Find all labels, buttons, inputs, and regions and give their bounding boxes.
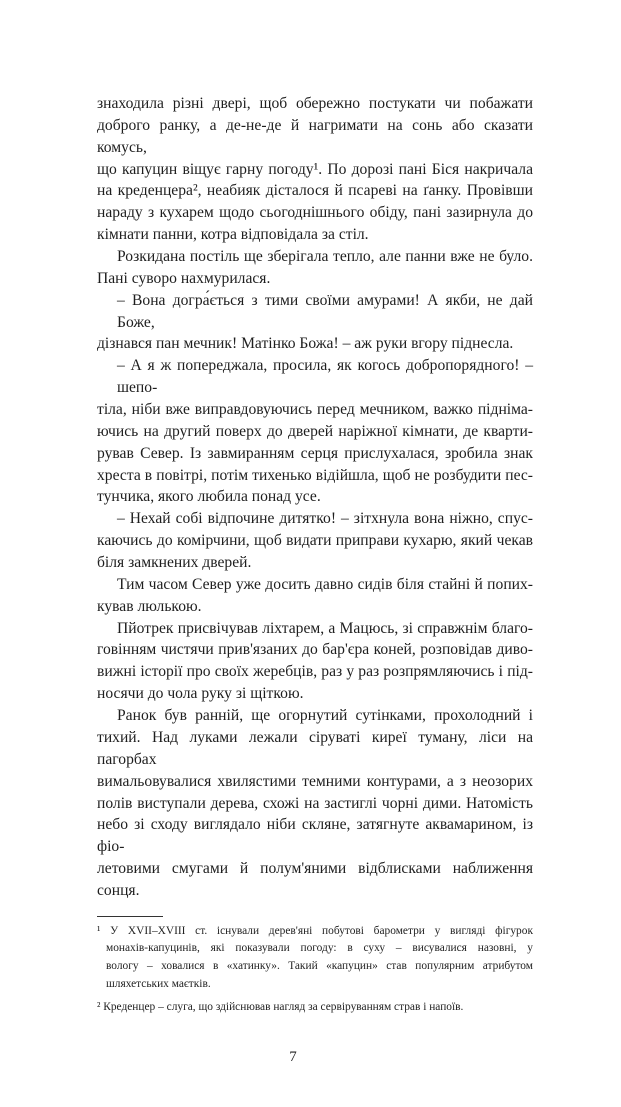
text-line: біля замкнених дверей. [97,554,252,572]
paragraph [97,508,533,574]
text-line: що капуцин віщує гарну погоду¹. По дорозі пані Біся накричала [97,160,533,178]
text-line: кував люлькою. [97,597,202,615]
text-line: дізнався пан мечник! Матінко Божа! – аж руки вгору піднесла. [97,335,514,353]
paragraph [97,705,533,902]
text-line: тіла, ніби вже виправдовуючись перед мечником, важко підніма- [97,401,533,419]
text-line: на креденцера², неабияк дісталося й псареві на ґанку. Провівши [97,182,533,200]
text-line: говінням чистячи прив'язаних до бар'єра коней, розповідав диво- [97,641,533,659]
text-line: кімнати панни, котра відповідала за стіл. [97,226,369,244]
text-line: вологу – ховалися в «хатинку». Такий «капуцин» став популярним атрибутом [106,959,533,972]
text-line: носячи до чола руку зі щіткою. [97,685,304,703]
paragraph [97,290,533,356]
paragraph [97,574,533,618]
text-line: – А я ж попереджала, просила, як когось добропорядного! – шепо- [117,357,533,397]
text-line: монахів-капуцинів, які показували погоду: в суху – висувалися назовні, у [106,942,533,955]
text-line: летовими смугами й полум'яними відблисками наближення сонця. [97,860,533,899]
text-line: Пйотрек присвічував ліхтарем, а Мацюсь, зі справжнім благо- [117,619,533,637]
text-line: шляхетських маєтків. [106,977,211,990]
footnotes [97,923,533,1017]
text-line: ючись на другий поверх до дверей наріжної кімнати, де кварти- [97,422,533,440]
footnote-divider [97,916,163,917]
page-number: 7 [289,1048,297,1065]
text-line: – Вона догра́ється з тими своїми амурами! А якби, не дай Боже, [117,291,533,331]
footnote [97,923,533,993]
text-line: Тим часом Север уже досить давно сидів біля стайні й попих- [117,575,533,593]
text-line: хреста в повітрі, потім тихенько відійшла, щоб не розбудити пес- [97,466,533,484]
text-line: каючись до комірчини, щоб видати приправи кухарю, який чекав [97,532,533,550]
paragraph [97,355,533,508]
paragraph [97,246,533,290]
text-line: полів виступали дерева, схожі на застиглі чорні дими. Натомість [97,794,533,812]
text-line: нараду з кухарем щодо сьогоднішнього обіду, пані зазирнула до [97,204,533,222]
text-line: – Нехай собі відпочине дитятко! – зітхнула вона ніжно, спус- [117,510,533,528]
paragraph [97,618,533,705]
text-line: знаходила різні двері, щоб обережно постукати чи побажати [97,95,533,112]
text-line: доброго ранку, а де-не-де й нагримати на сонь або сказати комусь, [97,116,533,156]
body-text [97,93,533,902]
text-line: небо зі сходу виглядало ніби скляне, затягнуте аквамарином, із фіо- [97,816,533,856]
paragraph [97,93,533,246]
text-line: вимальовувалися хвилястими темними контурами, а з неозорих [97,772,533,790]
text-line: Розкидана постіль ще зберігала тепло, але панни вже не було. [117,248,533,266]
text-line: вижні історії про своїх жеребців, раз у раз розпрямляючись і під- [97,663,533,681]
text-line: тихий. Над луками лежали сіруваті киреї туману, ліси на пагорбах [97,728,533,768]
text-line: Пані суворо нахмурилася. [97,269,271,287]
text-line: тунчика, якого любила понад усе. [97,488,321,506]
text-line: Ранок був ранній, ще огорнутий сутінками, прохолодний і [117,707,533,725]
text-line: рував Север. Із завмиранням серця прислухалася, зробила знак [97,444,533,462]
text-line: ¹ У XVII–XVIII ст. існували дерев'яні побутові барометри у вигляді фігурок [97,924,533,937]
footnote [97,999,533,1017]
text-line: ² Креденцер – слуга, що здійснював нагляд за сервіруванням страв і напоїв. [97,1001,464,1014]
